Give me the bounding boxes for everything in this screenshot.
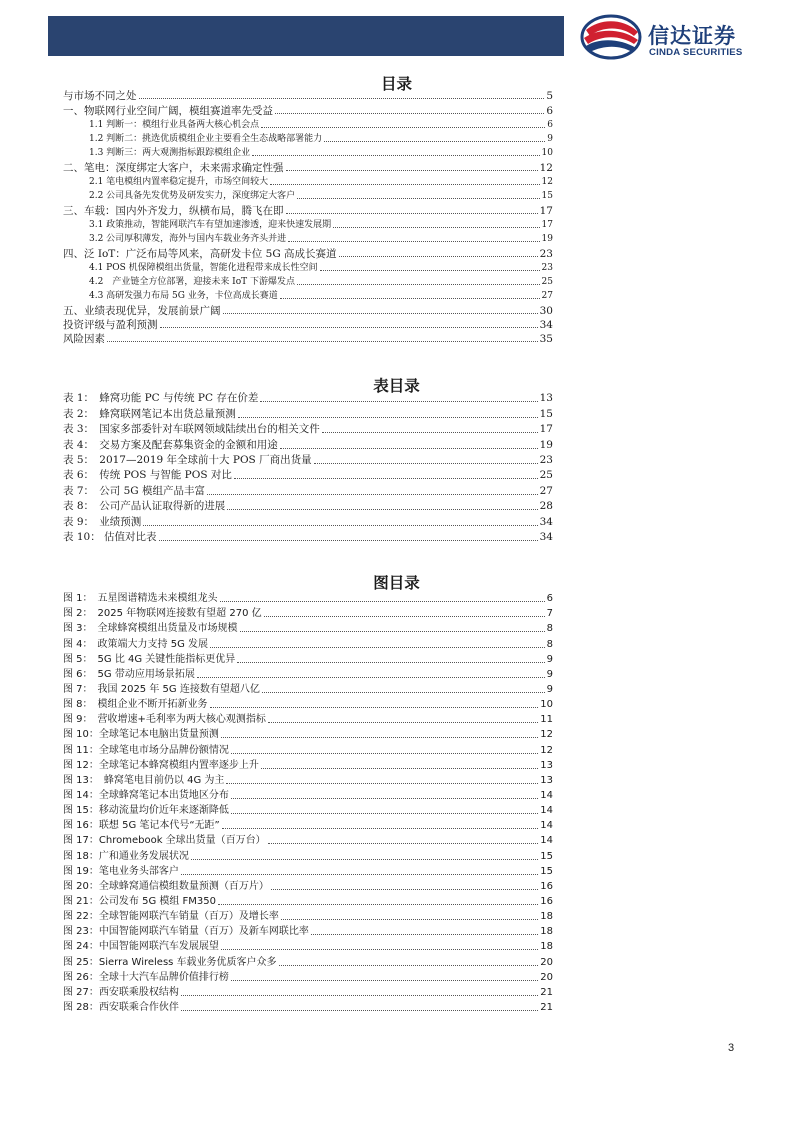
toc-entry-label: 图 25：Sierra Wireless 车载业务优质客户众多 [63, 956, 277, 968]
toc-entry-label: 图 10：全球笔记本电脑出货量预测 [63, 729, 219, 741]
toc-entry[interactable] [63, 175, 553, 189]
toc-entry-label: 五、业绩表现优异，发展前景广阔 [63, 304, 221, 317]
dot-leader [280, 448, 538, 449]
toc-entry-label: 表 8： 公司产品认证取得新的进展 [63, 500, 226, 513]
toc-entry[interactable] [63, 289, 553, 303]
toc-entry[interactable] [63, 218, 553, 232]
figure-toc-title: 图目录 [373, 573, 420, 592]
dot-leader [218, 904, 538, 905]
dot-leader [226, 783, 538, 784]
table-toc-list [63, 391, 553, 545]
toc-entry-page: 13 [539, 392, 553, 405]
dot-leader [264, 616, 545, 617]
dot-leader [280, 298, 540, 299]
figure-toc-entry[interactable] [63, 636, 553, 651]
figure-toc-entry[interactable] [63, 758, 553, 773]
toc-entry[interactable] [63, 89, 553, 103]
page-number: 3 [728, 1042, 735, 1054]
dot-leader [297, 198, 539, 199]
toc-entry-page: 17 [541, 219, 553, 230]
dot-leader [240, 631, 545, 632]
dot-leader [260, 401, 537, 402]
dot-leader [223, 313, 538, 314]
toc-entry-page: 35 [539, 333, 553, 346]
dot-leader [324, 141, 545, 142]
toc-entry-label: 4.1 POS 机保障模组出货量，智能化进程带来成长性空间 [89, 262, 318, 273]
cinda-logo-icon [580, 14, 642, 60]
toc-entry-page: 6 [547, 119, 553, 130]
table-toc-entry[interactable] [63, 514, 553, 529]
figure-toc-entry[interactable] [63, 985, 553, 1000]
dot-leader [339, 256, 538, 257]
toc-entry-label: 3.2 公司厚积薄发，海外与国内车载业务齐头并进 [89, 234, 287, 245]
toc-entry-page: 18 [540, 941, 553, 953]
toc-entry-page: 34 [539, 319, 553, 332]
toc-entry-page: 14 [540, 835, 553, 847]
toc-entry-page: 10 [540, 699, 553, 711]
table-toc-entry[interactable] [63, 468, 553, 483]
dot-leader [210, 647, 545, 648]
toc-entry-label: 4.3 高研发强力布局 5G 业务，卡位高成长赛道 [89, 291, 278, 302]
toc-entry-page: 13 [540, 759, 553, 771]
dot-leader [261, 127, 545, 128]
figure-toc-list [63, 591, 553, 1015]
toc-entry[interactable] [63, 246, 553, 260]
figure-toc-entry[interactable] [63, 773, 553, 788]
toc-entry-page: 13 [540, 774, 553, 786]
toc-entry-label: 图 26：全球十大汽车品牌价值排行榜 [63, 971, 229, 983]
toc-entry-label: 图 2： 2025 年物联网连接数有望超 270 亿 [63, 608, 262, 620]
toc-entry-label: 图 6： 5G 带动应用场景拓展 [63, 668, 195, 680]
toc-entry-label: 图 23：中国智能网联汽车销量（百万）及新车网联比率 [63, 926, 309, 938]
toc-entry-page: 12 [539, 161, 553, 174]
figure-toc-entry[interactable] [63, 939, 553, 954]
toc-entry-label: 1.2 判断二：挑选优质模组企业主要看全生态战略部署能力 [89, 134, 323, 145]
dot-leader [207, 494, 538, 495]
toc-entry-page: 15 [540, 850, 553, 862]
toc-entry-page: 14 [540, 820, 553, 832]
dot-leader [268, 843, 539, 844]
figure-toc-entry[interactable] [63, 894, 553, 909]
figure-toc-entry[interactable] [63, 591, 553, 606]
toc-entry-page: 23 [541, 262, 553, 273]
dot-leader [107, 341, 538, 342]
toc-entry-page: 16 [540, 880, 553, 892]
dot-leader [275, 113, 544, 114]
toc-entry-label: 图 16：联想 5G 笔记本代号“无距” [63, 820, 220, 832]
logo-chinese-name: 信达证券 [648, 24, 736, 48]
dot-leader [261, 768, 538, 769]
toc-entry-label: 表 10： 估值对比表 [63, 530, 157, 543]
toc-entry-page: 14 [540, 789, 553, 801]
toc-entry-page: 7 [546, 608, 553, 620]
toc-entry[interactable] [63, 261, 553, 275]
dot-leader [160, 327, 538, 328]
dot-leader [222, 828, 539, 829]
dot-leader [221, 737, 538, 738]
toc-entry-page: 21 [540, 986, 553, 998]
toc-entry-label: 表 2： 蜂窝联网笔记本出货总量预测 [63, 407, 236, 420]
logo-english-name: CINDA SECURITIES [649, 47, 743, 58]
dot-leader [210, 707, 539, 708]
toc-entry-label: 图 5： 5G 比 4G 关键性能指标更优异 [63, 653, 236, 665]
toc-entry-label: 图 3： 全球蜂窝模组出货量及市场规模 [63, 623, 238, 635]
toc-entry[interactable] [63, 332, 553, 346]
toc-entry-label: 图 1： 五星图谱精选未来模组龙头 [63, 593, 218, 605]
toc-entry-label: 1.1 判断一：模组行业具备两大核心机会点 [89, 119, 260, 130]
table-toc-entry[interactable] [63, 406, 553, 421]
dot-leader [262, 692, 545, 693]
dot-leader [281, 919, 538, 920]
toc-entry[interactable] [63, 160, 553, 174]
toc-entry-page: 18 [540, 926, 553, 938]
toc-entry-page: 9 [546, 668, 553, 680]
toc-entry-label: 与市场不同之处 [63, 90, 137, 103]
toc-entry-label: 图 9： 营收增速+毛利率为两大核心观测指标 [63, 714, 266, 726]
toc-entry-label: 图 15：移动流量均价近年来逐渐降低 [63, 805, 229, 817]
toc-entry-label: 风险因素 [63, 333, 105, 346]
toc-entry-label: 图 11：全球笔电市场分品牌份额情况 [63, 744, 229, 756]
dot-leader [286, 213, 538, 214]
dot-leader [268, 722, 538, 723]
figure-toc-entry[interactable] [63, 682, 553, 697]
table-toc-title: 表目录 [373, 376, 420, 395]
toc-entry-page: 9 [547, 134, 553, 145]
toc-entry-label: 图 21：公司发布 5G 模组 FM350 [63, 895, 217, 907]
table-toc-entry[interactable] [63, 437, 553, 452]
toc-entry-page: 21 [540, 1001, 553, 1013]
dot-leader [181, 874, 538, 875]
dot-leader [220, 601, 545, 602]
toc-entry-page: 14 [540, 805, 553, 817]
toc-entry-label: 表 5： 2017—2019 年全球前十大 POS 厂商出货量 [63, 453, 312, 466]
table-toc-entry[interactable] [63, 453, 553, 468]
dot-leader [322, 432, 538, 433]
toc-entry-label: 表 3： 国家多部委针对车联网领域陆续出台的相关文件 [63, 423, 320, 436]
main-toc-list [63, 89, 553, 346]
table-toc-entry[interactable] [63, 422, 553, 437]
toc-entry-label: 表 6： 传统 POS 与智能 POS 对比 [63, 469, 232, 482]
dot-leader [333, 227, 539, 228]
figure-toc-entry[interactable] [63, 788, 553, 803]
dot-leader [320, 270, 540, 271]
toc-entry-page: 23 [539, 247, 553, 260]
toc-entry-label: 投资评级与盈利预测 [63, 319, 158, 332]
dot-leader [297, 284, 540, 285]
figure-toc-entry[interactable] [63, 909, 553, 924]
toc-entry-label: 1.3 判断三：两大观测指标跟踪模组企业 [89, 148, 251, 159]
toc-entry[interactable] [63, 318, 553, 332]
toc-entry-page: 15 [539, 407, 553, 420]
figure-toc-entry[interactable] [63, 803, 553, 818]
toc-entry-label: 2.1 笔电模组内置率稳定提升，市场空间较大 [89, 177, 269, 188]
dot-leader [286, 170, 538, 171]
dot-leader [191, 859, 538, 860]
dot-leader [231, 798, 538, 799]
toc-entry-page: 12 [540, 729, 553, 741]
figure-toc-entry[interactable] [63, 1000, 553, 1015]
toc-entry[interactable] [63, 118, 553, 132]
figure-toc-entry[interactable] [63, 621, 553, 636]
toc-entry-label: 表 9： 业绩预测 [63, 515, 142, 528]
toc-entry-page: 8 [546, 638, 553, 650]
dot-leader [270, 184, 539, 185]
toc-entry[interactable] [63, 132, 553, 146]
toc-entry-label: 图 19：笔电业务头部客户 [63, 865, 179, 877]
figure-toc-entry[interactable] [63, 712, 553, 727]
table-toc-entry[interactable] [63, 483, 553, 498]
toc-entry-label: 图 12：全球笔记本蜂窝模组内置率逐步上升 [63, 759, 259, 771]
toc-entry-page: 6 [546, 104, 553, 117]
toc-entry-page: 28 [539, 500, 553, 513]
figure-toc-entry[interactable] [63, 697, 553, 712]
figure-toc-entry[interactable] [63, 727, 553, 742]
toc-entry-label: 表 4： 交易方案及配套募集资金的金额和用途 [63, 438, 278, 451]
header-bar [48, 16, 564, 56]
toc-entry-page: 6 [546, 593, 553, 605]
toc-entry-page: 25 [539, 469, 553, 482]
figure-toc-entry[interactable] [63, 652, 553, 667]
table-toc-entry[interactable] [63, 499, 553, 514]
figure-toc-entry[interactable] [63, 742, 553, 757]
toc-entry-page: 20 [540, 971, 553, 983]
toc-entry-page: 34 [539, 530, 553, 543]
toc-entry-label: 2.2 公司具备先发优势及研发实力，深度绑定大客户 [89, 191, 296, 202]
toc-entry-label: 图 13： 蜂窝笔电目前仍以 4G 为主 [63, 774, 225, 786]
toc-entry-page: 18 [540, 911, 553, 923]
toc-entry-page: 15 [540, 865, 553, 877]
toc-entry-page: 12 [540, 744, 553, 756]
figure-toc-entry[interactable] [63, 818, 553, 833]
dot-leader [181, 1010, 538, 1011]
toc-entry-page: 25 [541, 277, 553, 288]
dot-leader [238, 417, 538, 418]
figure-toc-entry[interactable] [63, 606, 553, 621]
toc-entry-page: 8 [546, 623, 553, 635]
dot-leader [314, 463, 538, 464]
dot-leader [279, 965, 539, 966]
toc-entry[interactable] [63, 275, 553, 289]
toc-entry[interactable] [63, 303, 553, 317]
toc-entry-label: 图 28：西安联乘合作伙伴 [63, 1001, 179, 1013]
toc-entry[interactable] [63, 232, 553, 246]
toc-entry-page: 9 [546, 683, 553, 695]
figure-toc-entry[interactable] [63, 864, 553, 879]
table-toc-entry[interactable] [63, 391, 553, 406]
toc-entry-label: 三、车载：国内外齐发力，纵横布局，腾飞在即 [63, 204, 284, 217]
toc-entry-page: 17 [539, 423, 553, 436]
figure-toc-entry[interactable] [63, 879, 553, 894]
dot-leader [252, 155, 539, 156]
dot-leader [143, 525, 537, 526]
toc-entry-label: 图 7： 我国 2025 年 5G 连接数有望超八亿 [63, 683, 260, 695]
toc-entry-label: 图 20：全球蜂窝通信模组数量预测（百万片） [63, 880, 269, 892]
toc-entry-page: 19 [539, 438, 553, 451]
toc-entry-label: 图 8： 模组企业不断开拓新业务 [63, 699, 208, 711]
figure-toc-entry[interactable] [63, 667, 553, 682]
toc-entry-label: 3.1 政策推动，智能网联汽车有望加速渗透，迎来快速发展期 [89, 219, 332, 230]
toc-entry-label: 图 22：全球智能网联汽车销量（百万）及增长率 [63, 911, 279, 923]
toc-entry[interactable] [63, 103, 553, 117]
toc-entry-label: 图 14：全球蜂窝笔记本出货地区分布 [63, 789, 229, 801]
dot-leader [159, 540, 538, 541]
toc-entry-page: 15 [541, 191, 553, 202]
dot-leader [231, 753, 538, 754]
toc-entry-page: 20 [540, 956, 553, 968]
toc-title: 目录 [380, 74, 412, 93]
dot-leader [234, 478, 538, 479]
cinda-logo [580, 14, 780, 62]
toc-entry-page: 27 [541, 291, 553, 302]
toc-entry[interactable] [63, 189, 553, 203]
toc-entry-page: 11 [540, 714, 553, 726]
table-toc-entry[interactable] [63, 530, 553, 545]
toc-entry-page: 9 [546, 653, 553, 665]
toc-entry[interactable] [63, 203, 553, 217]
toc-entry[interactable] [63, 146, 553, 160]
figure-toc-entry[interactable] [63, 848, 553, 863]
dot-leader [237, 662, 544, 663]
toc-entry-label: 图 24：中国智能网联汽车发展展望 [63, 941, 219, 953]
dot-leader [231, 813, 538, 814]
toc-entry-page: 16 [540, 895, 553, 907]
toc-entry-label: 图 27：西安联乘股权结构 [63, 986, 179, 998]
dot-leader [227, 509, 537, 510]
toc-entry-label: 一、物联网行业空间广阔，模组赛道率先受益 [63, 104, 273, 117]
toc-entry-label: 表 7： 公司 5G 模组产品丰富 [63, 484, 206, 497]
toc-entry-page: 27 [539, 484, 553, 497]
toc-entry-label: 四、泛 IoT：广泛布局等风来，高研发卡位 5G 高成长赛道 [63, 247, 337, 260]
toc-entry-page: 12 [541, 177, 553, 188]
toc-entry-label: 二、笔电：深度绑定大客户，未来需求确定性强 [63, 161, 284, 174]
toc-entry-page: 5 [546, 90, 553, 103]
toc-entry-label: 表 1： 蜂窝功能 PC 与传统 PC 存在价差 [63, 392, 259, 405]
dot-leader [181, 995, 538, 996]
figure-toc-entry[interactable] [63, 970, 553, 985]
toc-entry-label: 图 4： 政策端大力支持 5G 发展 [63, 638, 209, 650]
figure-toc-entry[interactable] [63, 924, 553, 939]
dot-leader [271, 889, 538, 890]
toc-entry-page: 23 [539, 453, 553, 466]
dot-leader [139, 98, 545, 99]
toc-entry-page: 17 [539, 204, 553, 217]
toc-entry-label: 图 18：广和通业务发展状况 [63, 850, 189, 862]
toc-entry-label: 图 17：Chromebook 全球出货量（百万台） [63, 835, 266, 847]
figure-toc-entry[interactable] [63, 954, 553, 969]
toc-entry-page: 19 [541, 234, 553, 245]
dot-leader [197, 677, 545, 678]
dot-leader [231, 980, 538, 981]
dot-leader [311, 934, 538, 935]
dot-leader [221, 949, 538, 950]
dot-leader [288, 241, 539, 242]
toc-entry-page: 34 [539, 515, 553, 528]
toc-entry-page: 10 [541, 148, 553, 159]
toc-entry-label: 4.2 产业链全方位部署，迎接未来 IoT 下游爆发点 [89, 277, 296, 288]
figure-toc-entry[interactable] [63, 833, 553, 848]
toc-entry-page: 30 [539, 304, 553, 317]
